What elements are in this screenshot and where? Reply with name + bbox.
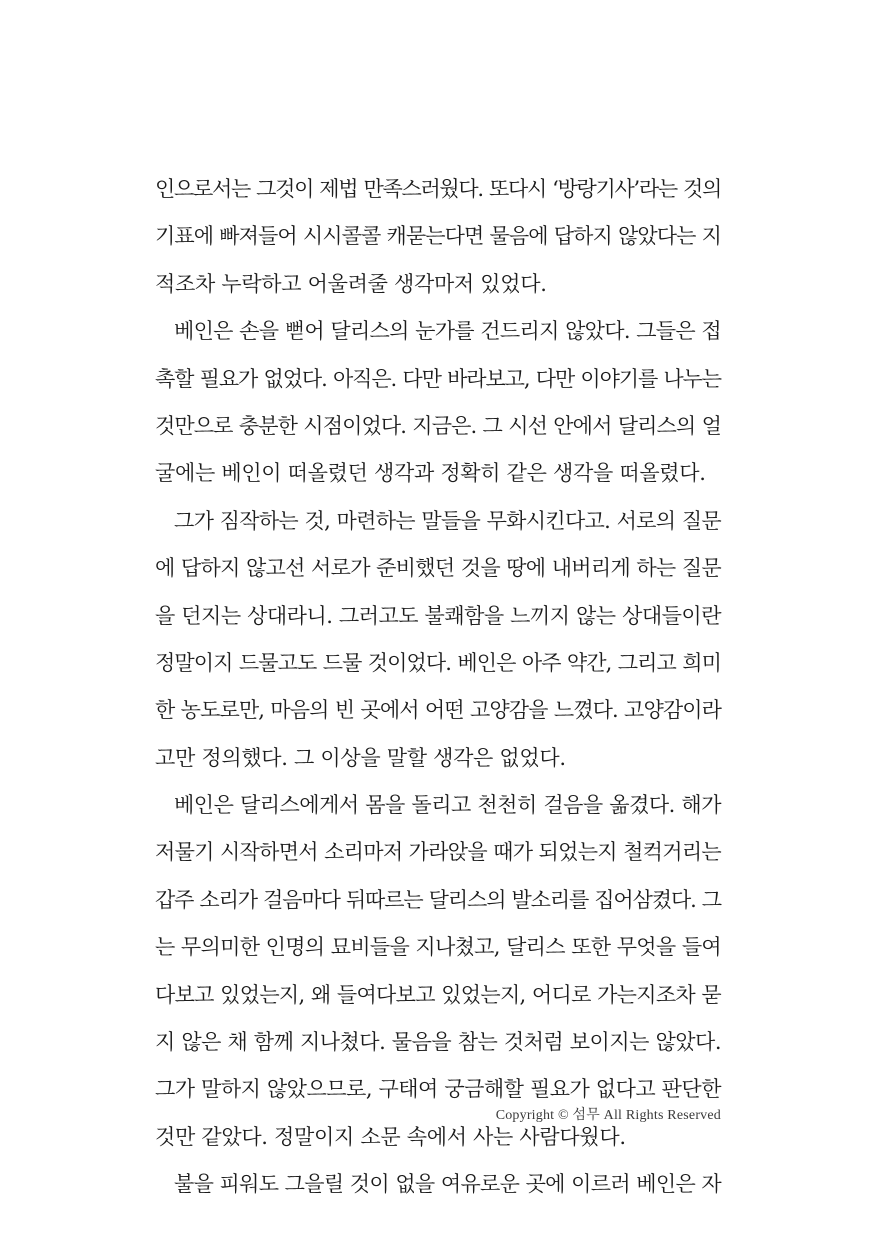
text-line: 을 던지는 상대라니. 그러고도 불쾌함을 느끼지 않는 상대들이란 bbox=[155, 603, 721, 628]
paragraph-first-line: 그가 짐작하는 것, 마련하는 말들을 무화시킨다고. 서로의 질문 bbox=[174, 508, 721, 533]
text-line: 는 무의미한 인명의 묘비들을 지나쳤고, 달리스 또한 무엇을 들여 bbox=[155, 935, 721, 960]
text-line: 고만 정의했다. 그 이상을 말할 생각은 없었다. bbox=[155, 745, 566, 770]
text-line: 적조차 누락하고 어울려줄 생각마저 있었다. bbox=[155, 271, 547, 296]
paragraph-first-line: 베인은 손을 뻗어 달리스의 눈가를 건드리지 않았다. 그들은 접 bbox=[174, 319, 721, 344]
body-text bbox=[155, 166, 721, 1209]
text-line: 정말이지 드물고도 드물 것이었다. 베인은 아주 약간, 그리고 희미 bbox=[155, 650, 721, 675]
text-line: 것만 같았다. 정말이지 소문 속에서 사는 사람다웠다. bbox=[155, 1124, 626, 1149]
text-line: 다보고 있었는지, 왜 들여다보고 있었는지, 어디로 가는지조차 묻 bbox=[155, 982, 721, 1007]
text-line: 촉할 필요가 없었다. 아직은. 다만 바라보고, 다만 이야기를 나누는 bbox=[155, 366, 721, 391]
text-line: 갑주 소리가 걸음마다 뒤따르는 달리스의 발소리를 집어삼켰다. 그 bbox=[155, 887, 721, 912]
text-line: 그가 말하지 않았으므로, 구태여 궁금해할 필요가 없다고 판단한 bbox=[155, 1077, 721, 1102]
paragraph-first-line: 불을 피워도 그을릴 것이 없을 여유로운 곳에 이르러 베인은 자 bbox=[174, 1172, 721, 1197]
text-line: 것만으로 충분한 시점이었다. 지금은. 그 시선 안에서 달리스의 얼 bbox=[155, 413, 721, 438]
text-line: 기표에 빠져들어 시시콜콜 캐묻는다면 물음에 답하지 않았다는 지 bbox=[155, 224, 721, 249]
text-line: 저물기 시작하면서 소리마저 가라앉을 때가 되었는지 철컥거리는 bbox=[155, 840, 721, 865]
text-line: 인으로서는 그것이 제법 만족스러웠다. 또다시 ‘방랑기사’라는 것의 bbox=[155, 177, 721, 201]
text-line: 한 농도로만, 마음의 빈 곳에서 어떤 고양감을 느꼈다. 고양감이라 bbox=[155, 698, 721, 723]
text-line: 굴에는 베인이 떠올렸던 생각과 정확히 같은 생각을 떠올렸다. bbox=[155, 461, 706, 486]
copyright-footer: Copyright © 섬무 All Rights Reserved bbox=[495, 1108, 721, 1123]
paragraph-first-line: 베인은 달리스에게서 몸을 돌리고 천천히 걸음을 옮겼다. 해가 bbox=[174, 793, 721, 818]
text-line: 지 않은 채 함께 지나쳤다. 물음을 참는 것처럼 보이지는 않았다. bbox=[155, 1030, 721, 1055]
text-line: 에 답하지 않고선 서로가 준비했던 것을 땅에 내버리게 하는 질문 bbox=[155, 556, 721, 581]
